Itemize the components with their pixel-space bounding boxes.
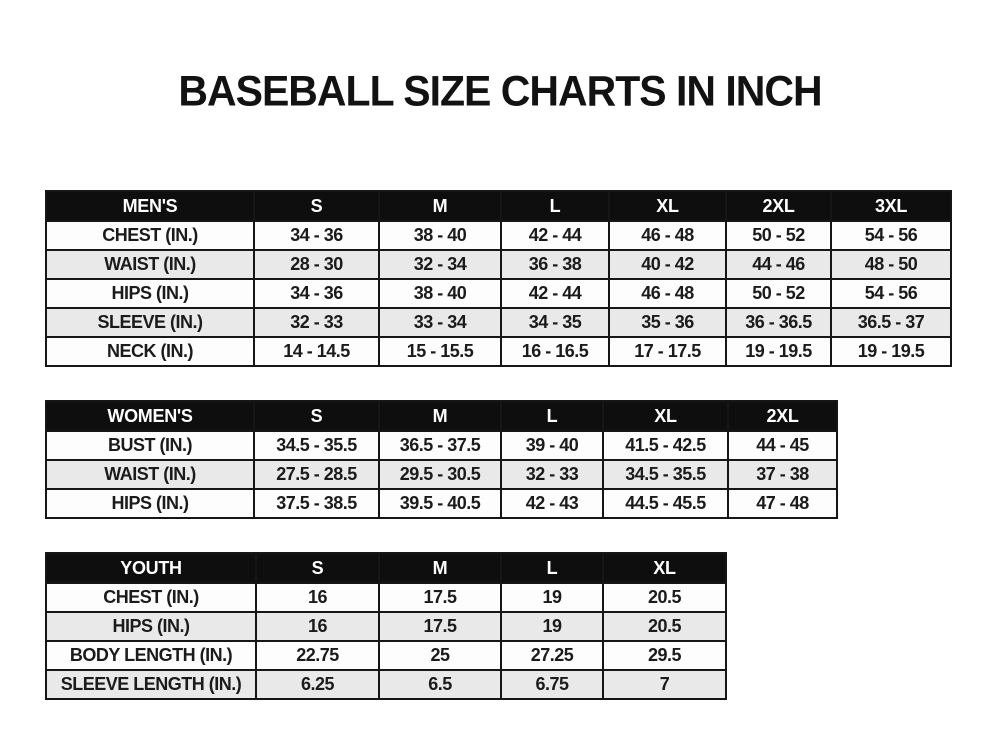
youth-size-table-container (45, 552, 727, 700)
column-header: L (501, 553, 603, 583)
table-row (46, 337, 951, 366)
column-header: M (379, 553, 501, 583)
size-value-cell: 38 - 40 (379, 221, 501, 250)
row-label: BODY LENGTH (IN.) (46, 641, 256, 670)
youth-size-table (45, 552, 727, 700)
column-header: 2XL (726, 191, 831, 221)
size-value-cell: 54 - 56 (831, 279, 951, 308)
size-value-cell: 46 - 48 (609, 279, 726, 308)
size-value-cell: 15 - 15.5 (379, 337, 501, 366)
mens-size-table-container (45, 190, 952, 367)
column-header: XL (609, 191, 726, 221)
size-value-cell: 37 - 38 (728, 460, 837, 489)
size-value-cell: 19 (501, 612, 603, 641)
row-label: SLEEVE LENGTH (IN.) (46, 670, 256, 699)
size-value-cell: 40 - 42 (609, 250, 726, 279)
size-value-cell: 44 - 45 (728, 431, 837, 460)
size-value-cell: 6.75 (501, 670, 603, 699)
size-value-cell: 38 - 40 (379, 279, 501, 308)
column-header: S (254, 191, 379, 221)
size-value-cell: 47 - 48 (728, 489, 837, 518)
size-value-cell: 50 - 52 (726, 279, 831, 308)
size-value-cell: 36 - 36.5 (726, 308, 831, 337)
size-value-cell: 36.5 - 37.5 (379, 431, 501, 460)
size-value-cell: 36.5 - 37 (831, 308, 951, 337)
size-value-cell: 32 - 33 (254, 308, 379, 337)
size-value-cell: 17.5 (379, 583, 501, 612)
size-value-cell: 28 - 30 (254, 250, 379, 279)
size-value-cell: 42 - 44 (501, 221, 609, 250)
row-label: HIPS (IN.) (46, 612, 256, 641)
size-value-cell: 34.5 - 35.5 (603, 460, 728, 489)
table-row (46, 612, 726, 641)
size-value-cell: 6.5 (379, 670, 501, 699)
size-value-cell: 32 - 34 (379, 250, 501, 279)
size-value-cell: 39 - 40 (501, 431, 603, 460)
table-row (46, 279, 951, 308)
size-value-cell: 34 - 35 (501, 308, 609, 337)
column-header: S (254, 401, 379, 431)
row-label: BUST (IN.) (46, 431, 254, 460)
size-value-cell: 16 - 16.5 (501, 337, 609, 366)
column-header: M (379, 401, 501, 431)
size-value-cell: 33 - 34 (379, 308, 501, 337)
table-row (46, 221, 951, 250)
size-value-cell: 16 (256, 583, 379, 612)
header-row (46, 401, 837, 431)
size-value-cell: 29.5 - 30.5 (379, 460, 501, 489)
size-value-cell: 34 - 36 (254, 221, 379, 250)
size-value-cell: 34 - 36 (254, 279, 379, 308)
column-header: M (379, 191, 501, 221)
size-value-cell: 17 - 17.5 (609, 337, 726, 366)
size-value-cell: 27.25 (501, 641, 603, 670)
column-header: 3XL (831, 191, 951, 221)
row-label: CHEST (IN.) (46, 221, 254, 250)
size-value-cell: 20.5 (603, 583, 726, 612)
table-row (46, 460, 837, 489)
size-value-cell: 20.5 (603, 612, 726, 641)
table-row (46, 250, 951, 279)
row-label: WAIST (IN.) (46, 250, 254, 279)
size-value-cell: 37.5 - 38.5 (254, 489, 379, 518)
size-value-cell: 16 (256, 612, 379, 641)
size-value-cell: 29.5 (603, 641, 726, 670)
table-row (46, 583, 726, 612)
mens-size-table (45, 190, 952, 367)
size-value-cell: 27.5 - 28.5 (254, 460, 379, 489)
size-value-cell: 34.5 - 35.5 (254, 431, 379, 460)
group-header: WOMEN'S (46, 401, 254, 431)
size-value-cell: 19 - 19.5 (726, 337, 831, 366)
table-row (46, 670, 726, 699)
size-value-cell: 14 - 14.5 (254, 337, 379, 366)
size-value-cell: 46 - 48 (609, 221, 726, 250)
table-row (46, 308, 951, 337)
size-value-cell: 19 (501, 583, 603, 612)
size-value-cell: 22.75 (256, 641, 379, 670)
size-value-cell: 44 - 46 (726, 250, 831, 279)
size-value-cell: 48 - 50 (831, 250, 951, 279)
size-value-cell: 35 - 36 (609, 308, 726, 337)
size-value-cell: 44.5 - 45.5 (603, 489, 728, 518)
table-row (46, 489, 837, 518)
header-row (46, 553, 726, 583)
group-header: MEN'S (46, 191, 254, 221)
column-header: L (501, 401, 603, 431)
column-header: 2XL (728, 401, 837, 431)
size-value-cell: 19 - 19.5 (831, 337, 951, 366)
size-value-cell: 7 (603, 670, 726, 699)
page-title: BASEBALL SIZE CHARTS IN INCH (178, 66, 822, 116)
header-row (46, 191, 951, 221)
size-value-cell: 6.25 (256, 670, 379, 699)
column-header: XL (603, 553, 726, 583)
table-row (46, 641, 726, 670)
size-value-cell: 39.5 - 40.5 (379, 489, 501, 518)
row-label: HIPS (IN.) (46, 489, 254, 518)
womens-size-table (45, 400, 838, 519)
table-row (46, 431, 837, 460)
column-header: L (501, 191, 609, 221)
size-value-cell: 36 - 38 (501, 250, 609, 279)
size-value-cell: 42 - 44 (501, 279, 609, 308)
row-label: CHEST (IN.) (46, 583, 256, 612)
column-header: XL (603, 401, 728, 431)
row-label: WAIST (IN.) (46, 460, 254, 489)
womens-size-table-container (45, 400, 838, 519)
size-value-cell: 25 (379, 641, 501, 670)
group-header: YOUTH (46, 553, 256, 583)
column-header: S (256, 553, 379, 583)
row-label: NECK (IN.) (46, 337, 254, 366)
row-label: HIPS (IN.) (46, 279, 254, 308)
size-value-cell: 42 - 43 (501, 489, 603, 518)
size-value-cell: 54 - 56 (831, 221, 951, 250)
row-label: SLEEVE (IN.) (46, 308, 254, 337)
size-value-cell: 50 - 52 (726, 221, 831, 250)
size-value-cell: 41.5 - 42.5 (603, 431, 728, 460)
size-value-cell: 17.5 (379, 612, 501, 641)
size-value-cell: 32 - 33 (501, 460, 603, 489)
